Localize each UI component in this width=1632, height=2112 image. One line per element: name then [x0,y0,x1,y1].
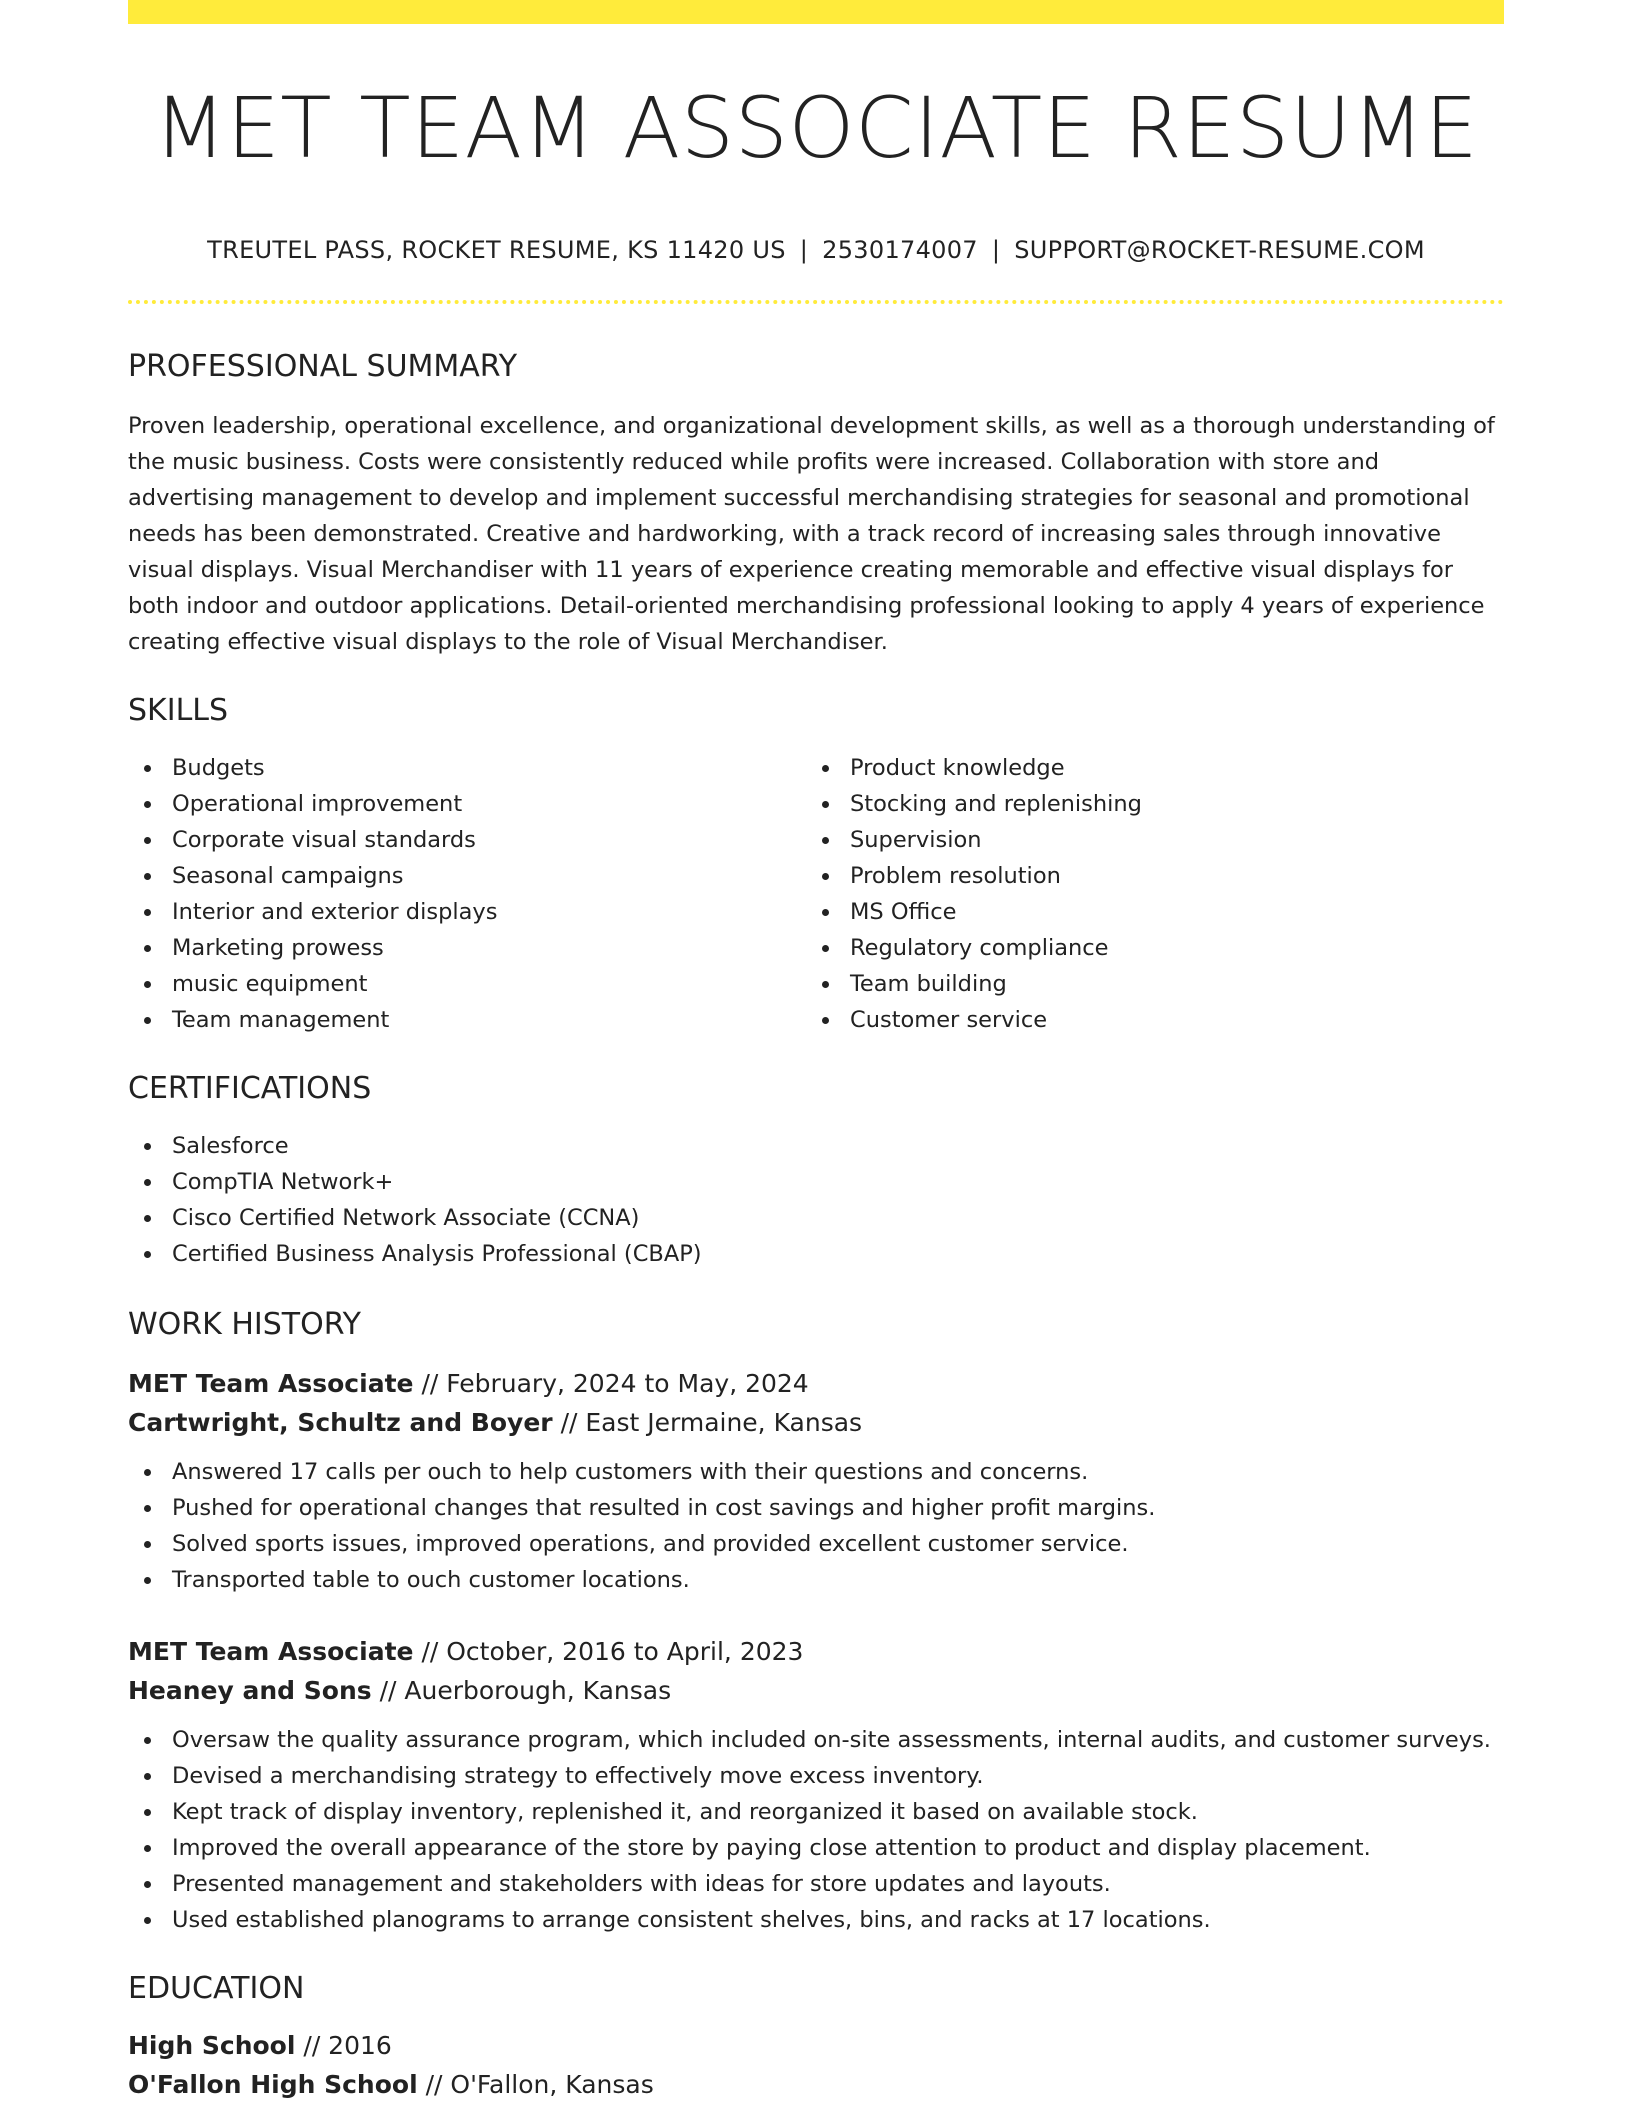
skill-item: Marketing prowess [172,930,806,966]
contact-address: TREUTEL PASS, ROCKET RESUME, KS 11420 US [207,236,786,264]
skill-item: Operational improvement [172,786,806,822]
skill-item: Stocking and replenishing [850,786,1484,822]
job-bullet: Oversaw the quality assurance program, which included on-site assessments, internal audits, and customer surveys. [172,1722,1504,1758]
certifications-list [128,1128,1504,1272]
work-history-section [128,1307,1504,1938]
skills-column-right [806,750,1484,1038]
job-title-line [128,1364,1504,1403]
summary-text: Proven leadership, operational excellence, and organizational development skills, as well as a thorough understanding of the music business. Costs were consistently reduced while profits were increased. Collaboration with store and advertising management to develop and implement successful merchandising strategies for seasonal and promotional needs has been demonstrated. Creative and hardworking, with a track record of increasing sales through innovative visual displays. Visual Merchandiser with 11 years of experience creating memorable and effective visual displays for both indoor and outdoor applications. Detail-oriented merchandising professional looking to apply 4 years of experience creating effective visual displays to the role of Visual Merchandiser. [128,413,1495,655]
job-company: Heaney and Sons [128,1676,372,1705]
skill-item: Seasonal campaigns [172,858,806,894]
job-bullet: Presented management and stakeholders with ideas for store updates and layouts. [172,1866,1504,1902]
job-entry [128,1632,1504,1938]
education-degree: High School [128,2031,296,2060]
job-bullet: Transported table to ouch customer locations. [172,1562,1504,1598]
job-title-line [128,1632,1504,1671]
job-bullets [128,1722,1504,1938]
certification-item: Salesforce [172,1128,1504,1164]
contact-separator: | [799,236,809,264]
professional-summary-section [128,349,1504,660]
job-bullet: Pushed for operational changes that resulted in cost savings and higher profit margins. [172,1490,1504,1526]
section-heading: PROFESSIONAL SUMMARY [128,349,518,384]
job-company-line [128,1403,1504,1442]
certification-item: CompTIA Network+ [172,1164,1504,1200]
contact-line [128,238,1504,262]
skill-item: Customer service [850,1002,1484,1038]
job-entry [128,1364,1504,1598]
dotted-divider [128,300,1504,304]
skill-item: music equipment [172,966,806,1002]
job-dates: // October, 2016 to April, 2023 [421,1637,804,1666]
job-bullet: Kept track of display inventory, replenished it, and reorganized it based on available stock. [172,1794,1504,1830]
resume-title: MET TEAM ASSOCIATE RESUME [153,79,1479,177]
job-bullet: Answered 17 calls per ouch to help customers with their questions and concerns. [172,1454,1504,1490]
skill-item: Team building [850,966,1484,1002]
skill-item: Problem resolution [850,858,1484,894]
job-title: MET Team Associate [128,1369,414,1398]
education-degree-line [128,2026,1504,2065]
section-heading: EDUCATION [128,1971,305,2006]
section-heading: SKILLS [128,693,229,728]
job-bullet: Improved the overall appearance of the store by paying close attention to product and display placement. [172,1830,1504,1866]
skill-item: Budgets [172,750,806,786]
contact-email[interactable]: SUPPORT@ROCKET-RESUME.COM [1014,236,1425,264]
contact-separator: | [991,236,1001,264]
job-company: Cartwright, Schultz and Boyer [128,1408,553,1437]
job-title: MET Team Associate [128,1637,414,1666]
job-location: // East Jermaine, Kansas [560,1408,863,1437]
skill-item: Interior and exterior displays [172,894,806,930]
resume-page [128,0,1504,2104]
job-location: // Auerborough, Kansas [379,1676,672,1705]
job-dates: // February, 2024 to May, 2024 [421,1369,809,1398]
skills-column-left [128,750,806,1038]
job-bullet: Solved sports issues, improved operations, and provided excellent customer service. [172,1526,1504,1562]
section-heading: CERTIFICATIONS [128,1071,372,1106]
skills-columns [128,750,1504,1038]
section-heading: WORK HISTORY [128,1307,361,1342]
accent-top-bar [128,0,1504,24]
job-bullet: Used established planograms to arrange consistent shelves, bins, and racks at 17 locations. [172,1902,1504,1938]
skills-list [128,750,806,1038]
certification-item: Certified Business Analysis Professional (CBAP) [172,1236,1504,1272]
contact-phone[interactable]: 2530174007 [822,236,978,264]
education-year: // 2016 [303,2031,392,2060]
skills-section [128,693,1504,1038]
skill-item: Regulatory compliance [850,930,1484,966]
job-bullet: Devised a merchandising strategy to effectively move excess inventory. [172,1758,1504,1794]
job-company-line [128,1671,1504,1710]
education-location: // O'Fallon, Kansas [425,2070,654,2099]
education-school: O'Fallon High School [128,2070,418,2099]
skills-list [806,750,1484,1038]
certification-item: Cisco Certified Network Associate (CCNA) [172,1200,1504,1236]
skill-item: Supervision [850,822,1484,858]
skill-item: MS Office [850,894,1484,930]
education-school-line [128,2065,1504,2104]
skill-item: Product knowledge [850,750,1484,786]
certifications-section [128,1071,1504,1272]
education-section [128,1971,1504,2104]
skill-item: Team management [172,1002,806,1038]
skill-item: Corporate visual standards [172,822,806,858]
education-entry [128,2026,1504,2104]
job-bullets [128,1454,1504,1598]
